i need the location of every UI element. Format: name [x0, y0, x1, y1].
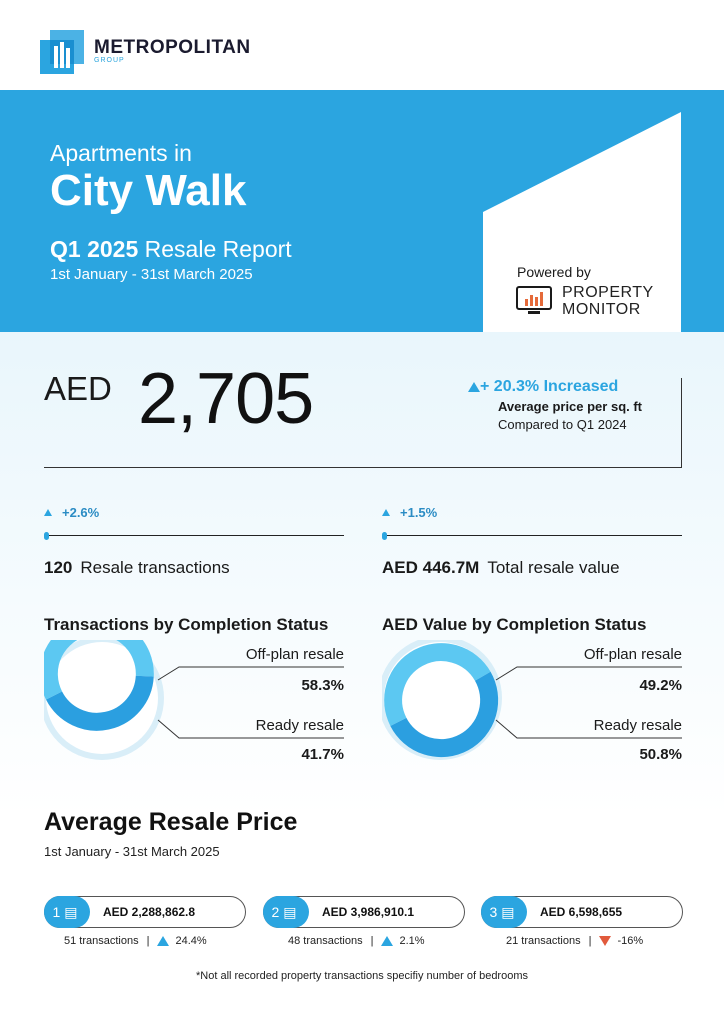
unit-price: AED 2,288,862.8 — [103, 905, 196, 919]
up-arrow-icon — [382, 509, 390, 516]
unit-card-2bed — [263, 896, 465, 928]
price-change-block — [468, 378, 642, 432]
segment-label: Off-plan resale — [245, 646, 344, 663]
average-dates: 1st January - 31st March 2025 — [44, 844, 220, 859]
stat-delta: +1.5% — [400, 505, 438, 520]
stat-total-value — [382, 505, 682, 578]
hero-banner — [0, 90, 724, 332]
bed-icon: ▤ — [64, 903, 78, 920]
report-title: Q1 2025 Resale Report — [50, 236, 292, 262]
price-metric: Average price per sq. ft — [498, 399, 643, 414]
stat-delta: +2.6% — [62, 505, 100, 520]
unit-transactions: 51 transactions — [64, 935, 139, 947]
hero-title: City Walk — [50, 166, 247, 215]
stat-marker — [44, 532, 49, 540]
segment-label: Off-plan resale — [583, 646, 682, 663]
hero-line1: Apartments in — [50, 140, 192, 166]
footnote: *Not all recorded property transactions specifiy number of bedrooms — [196, 970, 528, 982]
unit-meta-2bed: 48 transactions | 2.1% — [288, 935, 425, 947]
stat-label: Total resale value — [487, 558, 620, 577]
bed-count-badge: 2 ▤ — [263, 896, 309, 928]
up-arrow-icon — [381, 936, 393, 946]
brand-name: METROPOLITAN — [94, 37, 251, 58]
stat-value: 120 — [44, 558, 73, 577]
bed-icon: ▤ — [283, 903, 297, 920]
unit-price: AED 3,986,910.1 — [322, 905, 415, 919]
unit-price: AED 6,598,655 — [540, 905, 623, 919]
price-comparison: Compared to Q1 2024 — [498, 417, 627, 432]
stat-transactions — [44, 505, 344, 578]
unit-change: 2.1% — [399, 935, 425, 947]
unit-card-1bed — [44, 896, 246, 928]
bed-icon: ▤ — [501, 903, 515, 920]
bed-count-badge: 1 ▤ — [44, 896, 90, 928]
stat-label: Resale transactions — [80, 558, 230, 577]
segment-value: 50.8% — [639, 746, 682, 763]
headline-price: 2,705 — [138, 359, 314, 439]
partner-logo — [516, 284, 654, 318]
segment-value: 49.2% — [639, 677, 682, 694]
unit-transactions: 21 transactions — [506, 935, 581, 947]
stat-marker — [382, 532, 387, 540]
unit-change: -16% — [617, 935, 644, 947]
brand-sub: GROUP — [94, 57, 125, 64]
donut-title-transactions: Transactions by Completion Status — [44, 615, 329, 634]
donut-transactions — [44, 640, 344, 780]
bed-count-badge: 3 ▤ — [481, 896, 527, 928]
donut-value — [382, 640, 682, 780]
divider-horizontal — [44, 467, 682, 468]
segment-label: Ready resale — [255, 717, 344, 734]
up-arrow-icon — [157, 936, 169, 946]
partner-line2: MONITOR — [562, 301, 641, 318]
segment-value: 41.7% — [301, 746, 344, 763]
partner-line1: PROPERTY — [562, 284, 654, 301]
brand-logo — [40, 30, 251, 74]
stat-value: AED 446.7M — [382, 558, 480, 577]
building-logo-icon — [40, 30, 84, 74]
section-title-average: Average Resale Price — [44, 808, 298, 836]
monitor-chart-icon — [516, 286, 552, 316]
donut-title-value: AED Value by Completion Status — [382, 615, 647, 634]
up-arrow-icon — [44, 509, 52, 516]
unit-card-3bed — [481, 896, 683, 928]
segment-label: Ready resale — [593, 717, 682, 734]
powered-by-panel — [483, 112, 681, 332]
price-change: + 20.3% Increased — [480, 378, 619, 395]
unit-meta-3bed: 21 transactions | -16% — [506, 935, 644, 947]
divider-vertical — [681, 378, 682, 468]
segment-value: 58.3% — [301, 677, 344, 694]
unit-transactions: 48 transactions — [288, 935, 363, 947]
up-arrow-icon — [468, 382, 480, 392]
report-dates: 1st January - 31st March 2025 — [50, 266, 253, 283]
down-arrow-icon — [599, 936, 611, 946]
price-currency: AED — [44, 370, 112, 407]
unit-meta-1bed: 51 transactions | 24.4% — [64, 935, 207, 947]
powered-by-label: Powered by — [517, 264, 591, 280]
unit-change: 24.4% — [175, 935, 207, 947]
